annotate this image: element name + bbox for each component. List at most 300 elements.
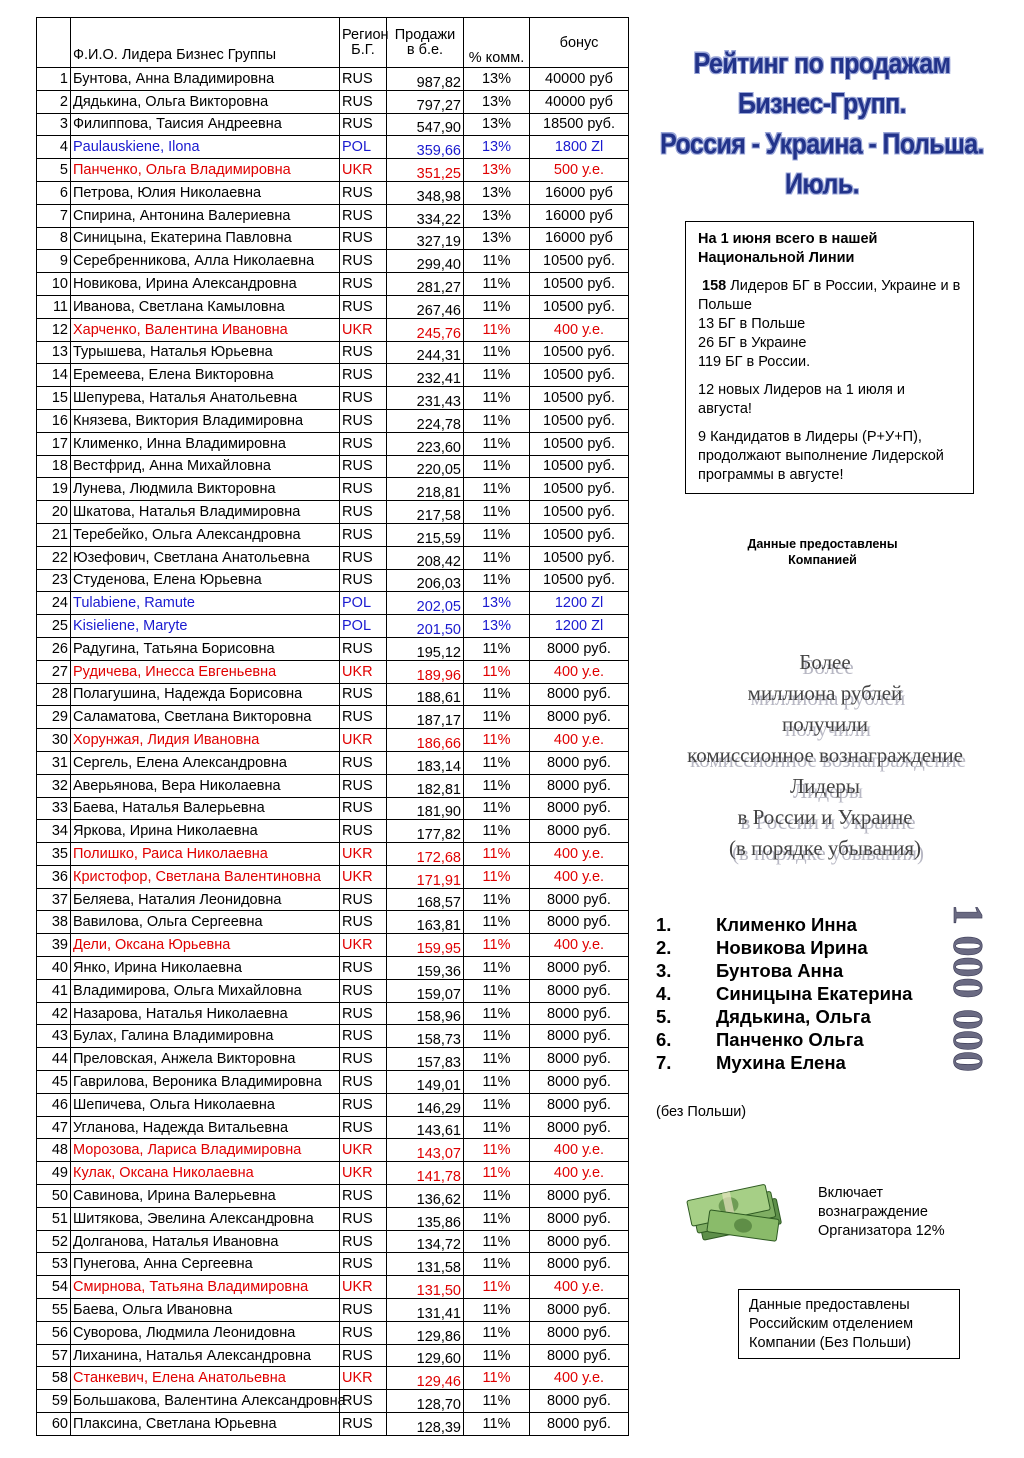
row-region: RUS [340, 204, 387, 227]
row-bonus: 1200 Zl [530, 615, 629, 638]
row-percent: 11% [464, 1321, 530, 1344]
row-sales [387, 820, 464, 843]
row-name: Дели, Оксана Юрьевна [71, 934, 340, 957]
row-region: RUS [340, 774, 387, 797]
table-row [37, 1321, 629, 1344]
row-bonus: 8000 руб. [530, 1207, 629, 1230]
row-bonus: 8000 руб. [530, 1253, 629, 1276]
row-sales-value: 201,50 [416, 621, 461, 638]
row-percent: 11% [464, 660, 530, 683]
row-sales-value: 208,42 [416, 553, 461, 570]
row-region: POL [340, 592, 387, 615]
row-sales-value: 215,59 [416, 530, 461, 547]
row-sales [387, 637, 464, 660]
row-number: 39 [37, 934, 71, 957]
row-sales [387, 865, 464, 888]
row-sales-value: 172,68 [416, 849, 461, 866]
leader-item [656, 913, 912, 936]
row-region: UKR [340, 1162, 387, 1185]
row-region: RUS [340, 1390, 387, 1413]
row-number: 14 [37, 364, 71, 387]
row-sales [387, 227, 464, 250]
row-percent: 13% [464, 181, 530, 204]
row-name: Кристофор, Светлана Валентиновна [71, 865, 340, 888]
row-percent: 13% [464, 204, 530, 227]
table-row [37, 1116, 629, 1139]
row-region: RUS [340, 432, 387, 455]
row-name: Лиханина, Наталья Александровна [71, 1344, 340, 1367]
row-sales [387, 273, 464, 296]
row-name: Tulabiene, Ramute [71, 592, 340, 615]
row-sales-value: 327,19 [416, 234, 461, 251]
row-name: Петрова, Юлия Николаевна [71, 181, 340, 204]
info-poland: 13 БГ в Польше [698, 316, 806, 332]
info-box [685, 221, 974, 494]
row-region: RUS [340, 637, 387, 660]
leader-number: 7. [656, 1052, 672, 1073]
row-number: 29 [37, 706, 71, 729]
row-number: 54 [37, 1276, 71, 1299]
row-name: Еремеева, Елена Викторовна [71, 364, 340, 387]
table-row [37, 683, 629, 706]
row-bonus: 8000 руб. [530, 1025, 629, 1048]
table-row [37, 478, 629, 501]
row-sales [387, 615, 464, 638]
row-bonus: 10500 руб. [530, 295, 629, 318]
row-region: UKR [340, 1367, 387, 1390]
row-region: RUS [340, 478, 387, 501]
row-number: 2 [37, 90, 71, 113]
title-line: Бизнес-Групп. [737, 87, 907, 120]
row-sales-value: 159,95 [416, 941, 461, 958]
row-percent: 11% [464, 501, 530, 524]
row-name: Смирнова, Татьяна Владимировна [71, 1276, 340, 1299]
row-percent: 13% [464, 615, 530, 638]
row-name: Саламатова, Светлана Викторовна [71, 706, 340, 729]
row-name: Баева, Ольга Ивановна [71, 1299, 340, 1322]
row-sales [387, 1344, 464, 1367]
row-name: Шепичева, Ольга Николаевна [71, 1093, 340, 1116]
row-sales-value: 232,41 [416, 371, 461, 388]
table-row [37, 1162, 629, 1185]
table-row [37, 1185, 629, 1208]
header-name: Ф.И.О. Лидера Бизнес Группы [71, 18, 340, 68]
info-new-leaders: 12 новых Лидеров на 1 июля и августа! [698, 382, 905, 417]
table-row [37, 706, 629, 729]
table-row [37, 888, 629, 911]
leader-name: Новикова Ирина [716, 937, 868, 958]
row-name: Студенова, Елена Юрьевна [71, 569, 340, 592]
leader-item [656, 1051, 912, 1074]
row-region: RUS [340, 683, 387, 706]
row-bonus: 1800 Zl [530, 136, 629, 159]
table-row [37, 136, 629, 159]
row-name: Кулак, Оксана Николаевна [71, 1162, 340, 1185]
row-sales-value: 182,81 [416, 781, 461, 798]
row-sales [387, 1093, 464, 1116]
row-percent: 11% [464, 273, 530, 296]
row-bonus: 8000 руб. [530, 1413, 629, 1436]
row-bonus: 8000 руб. [530, 979, 629, 1002]
row-number: 55 [37, 1299, 71, 1322]
row-region: RUS [340, 1185, 387, 1208]
row-sales [387, 364, 464, 387]
leader-number: 4. [656, 983, 672, 1004]
row-region: POL [340, 615, 387, 638]
row-name: Назарова, Наталья Николаевна [71, 1002, 340, 1025]
table-row [37, 934, 629, 957]
row-number: 34 [37, 820, 71, 843]
million-line: Лидеры [789, 774, 861, 798]
row-sales [387, 295, 464, 318]
leader-number: 5. [656, 1006, 672, 1027]
row-name: Преловская, Анжела Викторовна [71, 1048, 340, 1071]
row-name: Шепурева, Наталья Анатольевна [71, 387, 340, 410]
table-row [37, 729, 629, 752]
row-sales-value: 231,43 [416, 393, 461, 410]
row-sales-value: 171,91 [416, 872, 461, 889]
row-name: Радугина, Татьяна Борисовна [71, 637, 340, 660]
big-million-svg [944, 852, 990, 1124]
row-sales [387, 1162, 464, 1185]
row-bonus: 8000 руб. [530, 1116, 629, 1139]
row-bonus: 8000 руб. [530, 888, 629, 911]
row-number: 56 [37, 1321, 71, 1344]
table-row [37, 615, 629, 638]
row-bonus: 18500 руб. [530, 113, 629, 136]
row-sales [387, 68, 464, 91]
table-row [37, 1002, 629, 1025]
table-row [37, 751, 629, 774]
row-percent: 11% [464, 387, 530, 410]
row-sales [387, 751, 464, 774]
row-sales-value: 195,12 [416, 644, 461, 661]
row-percent: 11% [464, 1207, 530, 1230]
row-region: RUS [340, 1048, 387, 1071]
row-number: 23 [37, 569, 71, 592]
row-sales-value: 217,58 [416, 507, 461, 524]
row-percent: 11% [464, 774, 530, 797]
row-region: RUS [340, 273, 387, 296]
row-sales [387, 843, 464, 866]
row-percent: 11% [464, 706, 530, 729]
table-row [37, 364, 629, 387]
row-name: Paulauskiene, Ilona [71, 136, 340, 159]
row-number: 59 [37, 1390, 71, 1413]
row-bonus: 10500 руб. [530, 546, 629, 569]
row-sales-value: 547,90 [416, 120, 461, 137]
row-name: Рудичева, Инесса Евгеньевна [71, 660, 340, 683]
table-row [37, 1344, 629, 1367]
row-region: RUS [340, 409, 387, 432]
row-bonus: 8000 руб. [530, 683, 629, 706]
leader-name: Дядькина, Ольга [716, 1006, 871, 1027]
row-number: 16 [37, 409, 71, 432]
table-row [37, 1071, 629, 1094]
row-bonus: 400 у.е. [530, 318, 629, 341]
row-name: Дядькина, Ольга Викторовна [71, 90, 340, 113]
row-sales-value: 218,81 [416, 485, 461, 502]
table-row [37, 387, 629, 410]
row-bonus: 10500 руб. [530, 432, 629, 455]
row-bonus: 400 у.е. [530, 1139, 629, 1162]
row-percent: 13% [464, 159, 530, 182]
row-bonus: 8000 руб. [530, 1071, 629, 1094]
row-sales-value: 131,50 [416, 1283, 461, 1300]
row-number: 43 [37, 1025, 71, 1048]
row-sales-value: 299,40 [416, 257, 461, 274]
row-number: 58 [37, 1367, 71, 1390]
table-row [37, 1230, 629, 1253]
row-name: Турышева, Наталья Юрьевна [71, 341, 340, 364]
row-sales-value: 143,07 [416, 1146, 461, 1163]
row-name: Большакова, Валентина Александровна [71, 1390, 340, 1413]
sales-rating-table [36, 17, 629, 1436]
row-percent: 13% [464, 68, 530, 91]
info-russia: 119 БГ в России. [698, 354, 811, 370]
row-name: Долганова, Наталья Ивановна [71, 1230, 340, 1253]
row-bonus: 8000 руб. [530, 1321, 629, 1344]
row-region: UKR [340, 1276, 387, 1299]
row-percent: 11% [464, 843, 530, 866]
row-number: 44 [37, 1048, 71, 1071]
million-line: Более [799, 650, 851, 674]
row-sales [387, 478, 464, 501]
row-name: Иванова, Светлана Камыловна [71, 295, 340, 318]
row-bonus: 8000 руб. [530, 637, 629, 660]
row-sales-value: 348,98 [416, 188, 461, 205]
leader-item [656, 959, 912, 982]
row-sales-value: 187,17 [416, 713, 461, 730]
row-sales-value: 267,46 [416, 302, 461, 319]
row-percent: 11% [464, 432, 530, 455]
row-bonus: 400 у.е. [530, 1367, 629, 1390]
row-number: 5 [37, 159, 71, 182]
table-row [37, 1139, 629, 1162]
row-region: RUS [340, 523, 387, 546]
row-percent: 13% [464, 136, 530, 159]
big-million-number [944, 852, 990, 1124]
row-sales-value: 159,36 [416, 963, 461, 980]
table-row [37, 318, 629, 341]
row-sales [387, 1116, 464, 1139]
row-percent: 11% [464, 979, 530, 1002]
row-sales-value: 224,78 [416, 416, 461, 433]
row-number: 49 [37, 1162, 71, 1185]
row-percent: 11% [464, 1025, 530, 1048]
row-bonus: 8000 руб. [530, 1390, 629, 1413]
row-number: 57 [37, 1344, 71, 1367]
table-row [37, 432, 629, 455]
table-row [37, 1299, 629, 1322]
leader-item [656, 982, 912, 1005]
row-name: Гаврилова, Вероника Владимировна [71, 1071, 340, 1094]
row-sales [387, 957, 464, 980]
row-bonus: 400 у.е. [530, 843, 629, 866]
row-number: 45 [37, 1071, 71, 1094]
row-sales-value: 202,05 [416, 599, 461, 616]
leader-number: 1. [656, 914, 672, 935]
row-bonus: 8000 руб. [530, 911, 629, 934]
row-sales [387, 683, 464, 706]
row-sales-value: 244,31 [416, 348, 461, 365]
row-sales [387, 592, 464, 615]
row-region: RUS [340, 387, 387, 410]
row-number: 11 [37, 295, 71, 318]
row-sales [387, 1002, 464, 1025]
info-total-leaders: 158 [702, 278, 727, 294]
row-sales [387, 1207, 464, 1230]
row-number: 18 [37, 455, 71, 478]
row-sales-value: 334,22 [416, 211, 461, 228]
row-number: 12 [37, 318, 71, 341]
row-bonus: 10500 руб. [530, 387, 629, 410]
row-region: UKR [340, 934, 387, 957]
row-bonus: 40000 руб [530, 68, 629, 91]
row-bonus: 500 у.е. [530, 159, 629, 182]
row-sales-value: 186,66 [416, 735, 461, 752]
organizer-note: Включает вознаграждение Организатора 12% [818, 1185, 945, 1239]
row-number: 7 [37, 204, 71, 227]
row-sales [387, 159, 464, 182]
row-sales [387, 1253, 464, 1276]
leader-number: 2. [656, 937, 672, 958]
row-region: RUS [340, 1207, 387, 1230]
leader-item [656, 936, 912, 959]
row-number: 30 [37, 729, 71, 752]
leader-number: 3. [656, 960, 672, 981]
row-number: 4 [37, 136, 71, 159]
table-header-row [37, 18, 629, 68]
row-bonus: 8000 руб. [530, 957, 629, 980]
row-sales-value: 220,05 [416, 462, 461, 479]
row-number: 19 [37, 478, 71, 501]
row-percent: 11% [464, 1344, 530, 1367]
row-sales-value: 149,01 [416, 1077, 461, 1094]
title-line: Россия - Украина - Польша. [660, 127, 984, 161]
row-name: Беляева, Наталия Леонидовна [71, 888, 340, 911]
row-number: 26 [37, 637, 71, 660]
row-sales [387, 911, 464, 934]
row-sales [387, 1230, 464, 1253]
row-percent: 11% [464, 1048, 530, 1071]
row-region: RUS [340, 1002, 387, 1025]
row-sales-value: 129,60 [416, 1351, 461, 1368]
row-number: 50 [37, 1185, 71, 1208]
row-sales [387, 204, 464, 227]
row-sales-value: 359,66 [416, 143, 461, 160]
million-line: (в порядке убывания) [728, 836, 922, 860]
row-name: Булах, Галина Владимировна [71, 1025, 340, 1048]
row-region: RUS [340, 501, 387, 524]
row-number: 48 [37, 1139, 71, 1162]
table-row [37, 1276, 629, 1299]
row-name: Серебренникова, Алла Николаевна [71, 250, 340, 273]
row-sales [387, 660, 464, 683]
row-region: RUS [340, 751, 387, 774]
row-name: Полишко, Раиса Николаевна [71, 843, 340, 866]
row-region: RUS [340, 364, 387, 387]
row-name: Шкатова, Наталья Владимировна [71, 501, 340, 524]
row-name: Спирина, Антонина Валериевна [71, 204, 340, 227]
row-percent: 11% [464, 523, 530, 546]
row-sales-value: 143,61 [416, 1123, 461, 1140]
table-row [37, 90, 629, 113]
table-row [37, 1048, 629, 1071]
header-bonus: бонус [530, 18, 629, 68]
row-number: 1 [37, 68, 71, 91]
row-sales [387, 90, 464, 113]
table-row [37, 409, 629, 432]
row-name: Юзефович, Светлана Анатольевна [71, 546, 340, 569]
row-percent: 11% [464, 637, 530, 660]
table-row [37, 865, 629, 888]
table-row [37, 546, 629, 569]
table-row [37, 295, 629, 318]
row-percent: 11% [464, 569, 530, 592]
page-title [652, 44, 992, 205]
row-sales-value: 146,29 [416, 1100, 461, 1117]
row-number: 37 [37, 888, 71, 911]
row-percent: 11% [464, 318, 530, 341]
row-region: RUS [340, 1299, 387, 1322]
row-sales-value: 158,73 [416, 1032, 461, 1049]
row-bonus: 8000 руб. [530, 1002, 629, 1025]
row-sales [387, 1390, 464, 1413]
row-percent: 11% [464, 250, 530, 273]
row-sales [387, 341, 464, 364]
table-body [37, 68, 629, 1436]
row-percent: 11% [464, 478, 530, 501]
table-row [37, 1253, 629, 1276]
row-bonus: 10500 руб. [530, 273, 629, 296]
row-number: 21 [37, 523, 71, 546]
row-sales-value: 281,27 [416, 279, 461, 296]
row-bonus: 400 у.е. [530, 729, 629, 752]
row-sales-value: 141,78 [416, 1169, 461, 1186]
row-percent: 11% [464, 1390, 530, 1413]
row-region: POL [340, 136, 387, 159]
row-sales-value: 136,62 [416, 1191, 461, 1208]
row-number: 38 [37, 911, 71, 934]
table-row [37, 1093, 629, 1116]
data-source-company: Данные предоставлены Компанией [747, 537, 898, 567]
row-region: RUS [340, 68, 387, 91]
leader-item [656, 1028, 912, 1051]
table-row [37, 523, 629, 546]
row-number: 20 [37, 501, 71, 524]
row-percent: 11% [464, 1413, 530, 1436]
row-percent: 11% [464, 1367, 530, 1390]
row-region: RUS [340, 979, 387, 1002]
row-bonus: 8000 руб. [530, 1230, 629, 1253]
row-name: Плаксина, Светлана Юрьевна [71, 1413, 340, 1436]
row-bonus: 16000 руб [530, 181, 629, 204]
info-ukraine: 26 БГ в Украине [698, 335, 807, 351]
row-sales-value: 177,82 [416, 827, 461, 844]
table-row [37, 979, 629, 1002]
row-bonus: 10500 руб. [530, 478, 629, 501]
row-name: Янко, Ирина Николаевна [71, 957, 340, 980]
row-percent: 11% [464, 1093, 530, 1116]
row-sales [387, 523, 464, 546]
row-percent: 11% [464, 820, 530, 843]
row-bonus: 40000 руб [530, 90, 629, 113]
row-bonus: 8000 руб. [530, 1185, 629, 1208]
table-row [37, 1025, 629, 1048]
row-bonus: 10500 руб. [530, 455, 629, 478]
row-name: Полагушина, Надежда Борисовна [71, 683, 340, 706]
